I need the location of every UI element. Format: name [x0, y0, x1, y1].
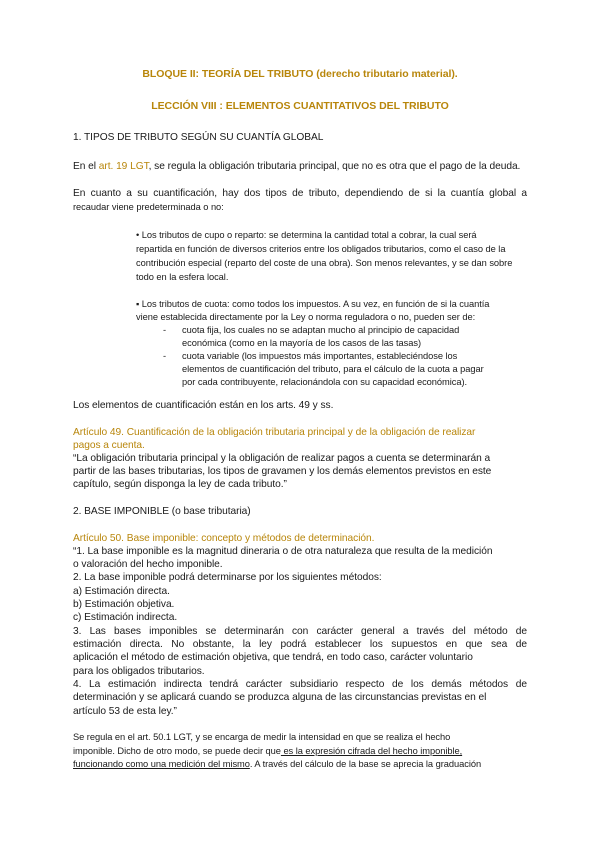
closing-line2: [73, 745, 462, 758]
art50-line11: 4. La estimación indirecta tendrá carácter subsidiario respecto de los demás métodos de: [73, 679, 527, 690]
sub2-line3: por cada contribuyente, relacionándola con su capacidad económica).: [182, 377, 468, 387]
p2-line2: recaudar viene predeterminada o no:: [73, 202, 224, 212]
art50-line1: “1. La base imponible es la magnitud dineraria o de otra naturaleza que resulta de la medición: [73, 546, 493, 557]
p1-suffix: , se regula la obligación tributaria principal, que no es otra que el pago de la deuda.: [148, 161, 521, 172]
closing-line3-suffix: . A través del cálculo de la base se aprecia la graduación: [249, 759, 482, 769]
art49-text-line1: “La obligación tributaria principal y la obligación de realizar pagos a cuenta se determinarán a: [73, 453, 491, 464]
cupo-line1: • Los tributos de cupo o reparto: se determina la cantidad total a cobrar, la cual será: [136, 230, 477, 240]
leccion-title: LECCIÓN VIII : ELEMENTOS CUANTITATIVOS DEL TRIBUTO: [151, 100, 449, 112]
closing-line1: Se regula en el art. 50.1 LGT, y se encarga de medir la intensidad en que se realiza el hecho: [73, 732, 451, 742]
art49-title-line2: pagos a cuenta.: [73, 440, 145, 451]
art49-title-line1: Artículo 49. Cuantificación de la obligación tributaria principal y de la obligación de realizar: [73, 427, 476, 438]
sub2-line2: elementos de cuantificación del tributo, para el cálculo de la cuota a pagar: [182, 364, 484, 374]
cupo-line4: todo en la esfera local.: [136, 272, 229, 282]
closing-line2-prefix: imponible. Dicho de otro modo, se puede decir que: [73, 746, 281, 756]
art50-title: Artículo 50. Base imponible: concepto y métodos de determinación.: [73, 533, 375, 544]
sub1-line2: económica (como en la mayoría de los casos de las tasas): [182, 338, 422, 348]
sub2-dash: -: [163, 351, 167, 361]
sub1-dash: -: [163, 325, 167, 335]
art50-line4: a) Estimación directa.: [73, 586, 170, 597]
section2-heading: 2. BASE IMPONIBLE (o base tributaria): [73, 506, 251, 517]
cupo-line2: repartida en función de diversos criterios entre los obligados tributarios, como el caso de la: [136, 244, 506, 254]
art50-line6: c) Estimación indirecta.: [73, 612, 178, 623]
art50-line10: para los obligados tributarios.: [73, 666, 205, 677]
paragraph-art19: [73, 160, 520, 173]
elements-line: Los elementos de cuantificación están en los arts. 49 y ss.: [73, 400, 334, 411]
art50-line5: b) Estimación objetiva.: [73, 599, 175, 610]
art50-line8: estimación directa. No obstante, la ley podrá establecer los supuestos en que sea de: [73, 639, 527, 650]
bloque-title: BLOQUE II: TEORÍA DEL TRIBUTO (derecho tributario material).: [142, 68, 458, 80]
cupo-line3: contribución especial (reparto del coste de una obra). Son menos relevantes, y se dan sobre: [136, 258, 513, 268]
art50-line9: aplicación el método de estimación objetiva, que tendrá, en todo caso, carácter voluntario: [73, 652, 473, 663]
art50-line2: o valoración del hecho imponible.: [73, 559, 223, 570]
closing-line3-underlined: funcionando como una medición del mismo: [73, 759, 250, 769]
sub2-line1: cuota variable (los impuestos más importantes, estableciéndose los: [182, 351, 458, 361]
sub1-line1: cuota fija, los cuales no se adaptan mucho al principio de capacidad: [182, 325, 460, 335]
art19-link[interactable]: art. 19 LGT: [98, 161, 149, 172]
cuota-line1: ▪ Los tributos de cuota: como todos los impuestos. A su vez, en función de si la cuantía: [136, 299, 490, 309]
art50-line7: 3. Las bases imponibles se determinarán con carácter general a través del método de: [73, 626, 527, 637]
p1-prefix: En el: [73, 161, 99, 172]
art50-line13: artículo 53 de esta ley.”: [73, 706, 177, 717]
art50-line3: 2. La base imponible podrá determinarse por los siguientes métodos:: [73, 572, 382, 583]
closing-line3: [73, 758, 481, 771]
closing-line2-underlined: es la expresión cifrada del hecho imponible,: [280, 746, 463, 756]
cuota-line2: viene establecida directamente por la Ley o norma reguladora o no, pueden ser de:: [136, 312, 476, 322]
art49-text-line3: capítulo, según disponga la ley de cada tributo.”: [73, 479, 287, 490]
p2-line1: En cuanto a su cuantificación, hay dos tipos de tributo, dependiendo de si la cuantía global a: [73, 188, 527, 199]
art49-text-line2: partir de las bases tributarias, los tipos de gravamen y los demás elementos previstos en este: [73, 466, 492, 477]
art50-line12: determinación y se aplicará cuando se produzca alguna de las circunstancias previstas en el: [73, 692, 487, 703]
section1-heading: 1. TIPOS DE TRIBUTO SEGÚN SU CUANTÍA GLOBAL: [73, 132, 324, 143]
